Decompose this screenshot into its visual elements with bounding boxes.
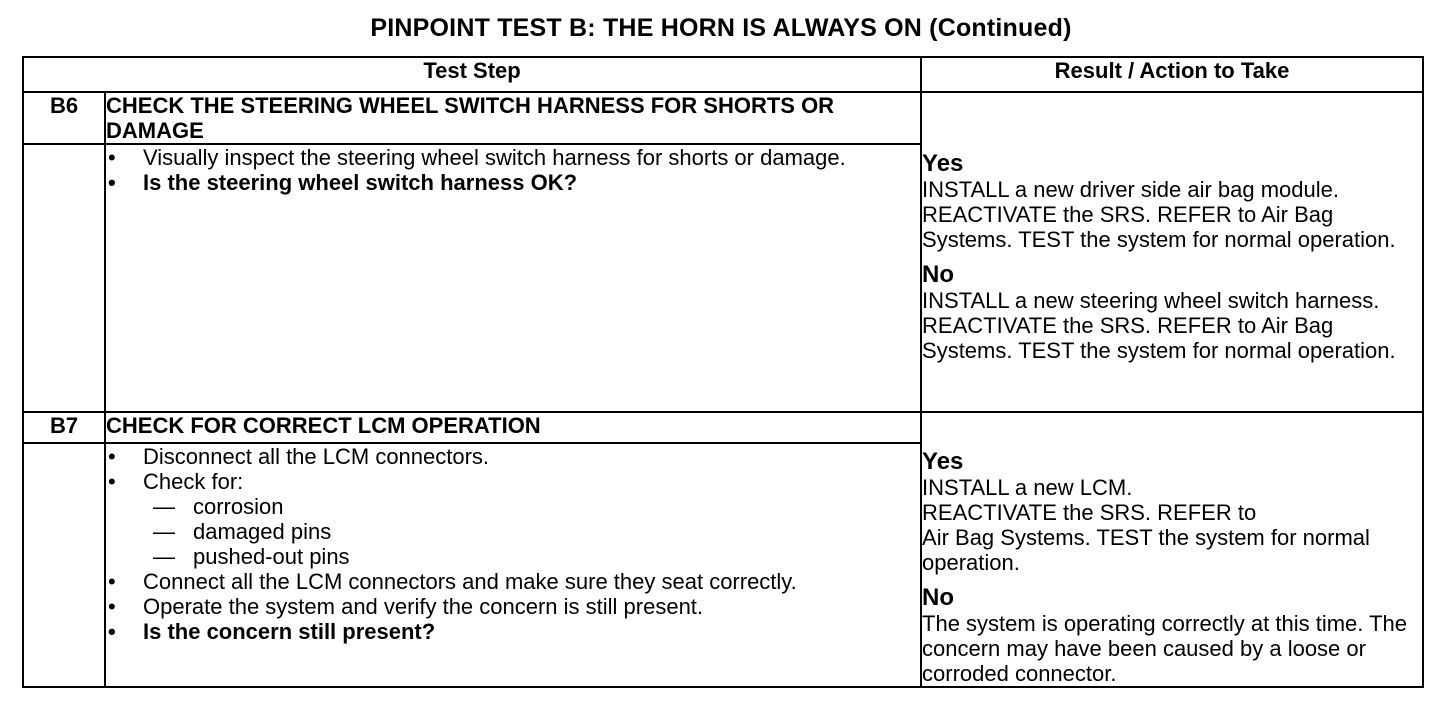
list-item (106, 469, 920, 569)
result-text: The system is operating correctly at this time. The concern may have been caused by a loose or corroded connector. (922, 611, 1408, 686)
page-title: PINPOINT TEST B: THE HORN IS ALWAYS ON (Continued) (370, 14, 1072, 42)
list-item: • Connect all the LCM connectors and make sure they seat correctly. (106, 569, 920, 594)
sub-list-item: — damaged pins (143, 519, 920, 544)
step-b7-title-row (23, 412, 1423, 443)
list-item: • Is the steering wheel switch harness OK? (106, 170, 920, 195)
step-b6-results (921, 92, 1423, 412)
header-row (23, 57, 1423, 92)
result-text: INSTALL a new steering wheel switch harness. REACTIVATE the SRS. REFER to Air Bag Systems. TEST the system for normal operation. (922, 288, 1396, 363)
result-header: Result / Action to Take (921, 57, 1423, 92)
list-item-text: Check for: (143, 469, 244, 494)
result-text: INSTALL a new LCM. REACTIVATE the SRS. REFER to Air Bag Systems. TEST the system for normal operation. (922, 475, 1370, 575)
step-b6-title-row (23, 92, 1423, 144)
sub-list-item: — corrosion (143, 494, 920, 519)
result-text: INSTALL a new driver side air bag module. REACTIVATE the SRS. REFER to Air Bag Systems. TEST the system for normal operation. (922, 177, 1396, 252)
result-label-no: No (922, 584, 955, 611)
result-label-yes: Yes (922, 150, 964, 177)
list-item: • Operate the system and verify the concern is still present. (106, 594, 920, 619)
step-b6-body (105, 144, 921, 412)
step-title: CHECK THE STEERING WHEEL SWITCH HARNESS FOR SHORTS OR DAMAGE (105, 92, 921, 144)
list-item: • Disconnect all the LCM connectors. (106, 444, 920, 469)
step-b7-body (105, 443, 921, 687)
step-id: B7 (23, 412, 105, 443)
step-title: CHECK FOR CORRECT LCM OPERATION (105, 412, 921, 443)
test-step-header: Test Step (23, 57, 921, 92)
step-id: B6 (23, 92, 105, 144)
step-b7-results (921, 412, 1423, 687)
result-label-no: No (922, 261, 955, 288)
list-item: • Is the concern still present? (106, 619, 920, 644)
pinpoint-test-table (22, 56, 1424, 688)
sub-list-item: — pushed-out pins (143, 544, 920, 569)
result-label-yes: Yes (922, 448, 964, 475)
list-item: • Visually inspect the steering wheel switch harness for shorts or damage. (106, 145, 920, 170)
